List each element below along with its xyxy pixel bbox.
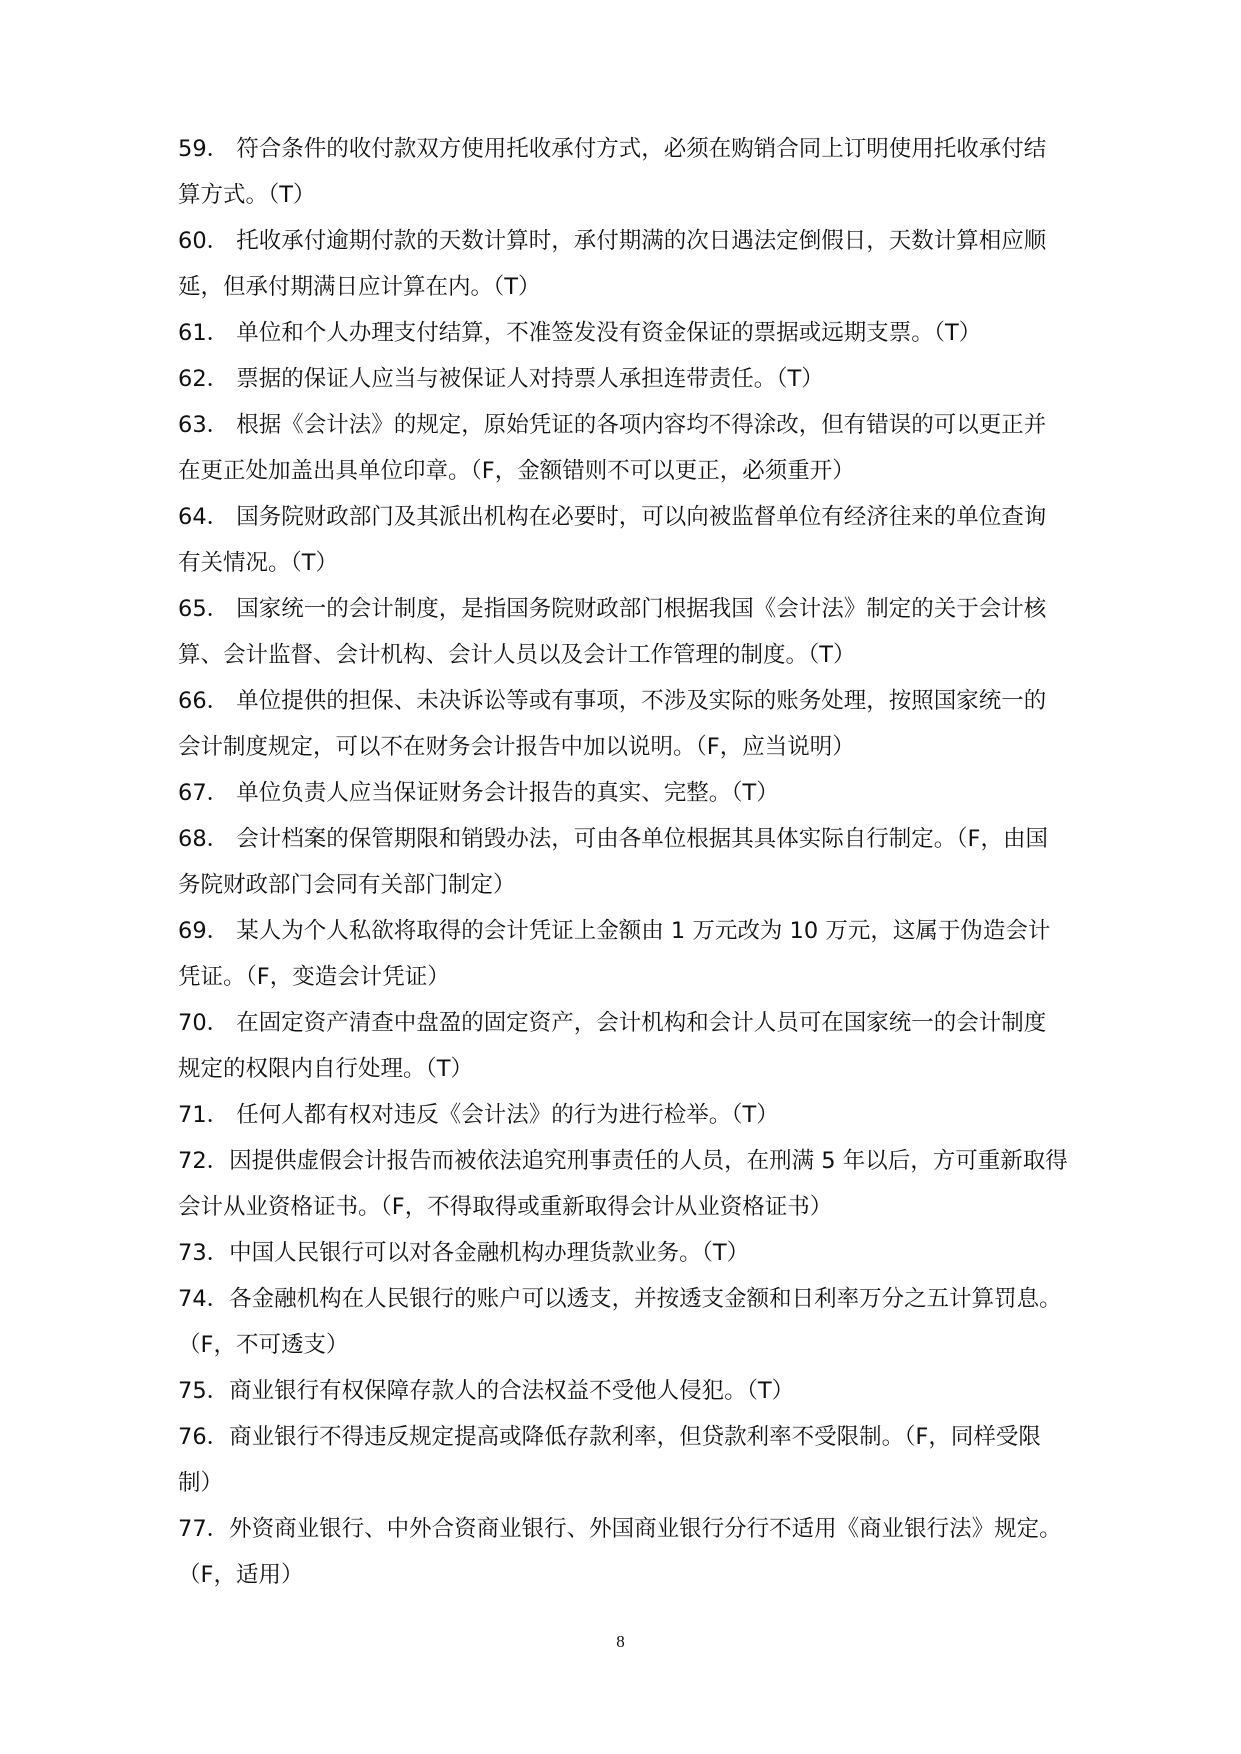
question-item-73: 73．中国人民银行可以对各金融机构办理货款业务。（T） bbox=[178, 1240, 750, 1266]
question-item-75: 75．商业银行有权保障存款人的合法权益不受他人侵犯。（T） bbox=[178, 1378, 795, 1404]
question-item-69: 69． 某人为个人私欲将取得的会计凭证上金额由 1 万元改为 10 万元，这属于伪造会计凭证。（F，变造会计凭证） bbox=[178, 918, 1051, 990]
question-item-65: 65． 国家统一的会计制度，是指国务院财政部门根据我国《会计法》制定的关于会计核算、会计监督、会计机构、会计人员以及会计工作管理的制度。（T） bbox=[178, 596, 1047, 668]
question-item-60: 60． 托收承付逾期付款的天数计算时，承付期满的次日遇法定倒假日，天数计算相应顺延，但承付期满日应计算在内。（T） bbox=[178, 228, 1047, 300]
question-list bbox=[178, 126, 1068, 1598]
question-item-77: 77．外资商业银行、中外合资商业银行、外国商业银行分行不适用《商业银行法》规定。（F，适用） bbox=[178, 1516, 1062, 1588]
question-item-68: 68． 会计档案的保管期限和销毁办法，可由各单位根据其具体实际自行制定。（F，由国务院财政部门会同有关部门制定） bbox=[178, 826, 1048, 898]
question-item-72: 72．因提供虚假会计报告而被依法追究刑事责任的人员，在刑满 5 年以后，方可重新取得会计从业资格证书。（F，不得取得或重新取得会计从业资格证书） bbox=[178, 1148, 1068, 1220]
page-number: 8 bbox=[616, 1632, 625, 1651]
question-item-63: 63． 根据《会计法》的规定，原始凭证的各项内容均不得涂改，但有错误的可以更正并在更正处加盖出具单位印章。（F，金额错则不可以更正，必须重开） bbox=[178, 412, 1047, 484]
question-item-59: 59． 符合条件的收付款双方使用托收承付方式，必须在购销合同上订明使用托收承付结算方式。（T） bbox=[178, 136, 1047, 208]
question-item-64: 64． 国务院财政部门及其派出机构在必要时，可以向被监督单位有经济往来的单位查询有关情况。（T） bbox=[178, 504, 1047, 576]
question-item-66: 66． 单位提供的担保、未决诉讼等或有事项，不涉及实际的账务处理，按照国家统一的会计制度规定，可以不在财务会计报告中加以说明。（F，应当说明） bbox=[178, 688, 1047, 760]
question-item-74: 74．各金融机构在人民银行的账户可以透支，并按透支金额和日利率万分之五计算罚息。（F，不可透支） bbox=[178, 1286, 1062, 1358]
question-item-71: 71． 任何人都有权对违反《会计法》的行为进行检举。（T） bbox=[178, 1102, 779, 1128]
question-item-70: 70． 在固定资产清查中盘盈的固定资产，会计机构和会计人员可在国家统一的会计制度规定的权限内自行处理。（T） bbox=[178, 1010, 1047, 1082]
question-item-67: 67． 单位负责人应当保证财务会计报告的真实、完整。（T） bbox=[178, 780, 779, 806]
question-item-76: 76．商业银行不得违反规定提高或降低存款利率，但贷款利率不受限制。（F，同样受限制） bbox=[178, 1424, 1041, 1496]
question-item-62: 62． 票据的保证人应当与被保证人对持票人承担连带责任。（T） bbox=[178, 366, 824, 392]
question-item-61: 61． 单位和个人办理支付结算，不准签发没有资金保证的票据或远期支票。（T） bbox=[178, 320, 982, 346]
